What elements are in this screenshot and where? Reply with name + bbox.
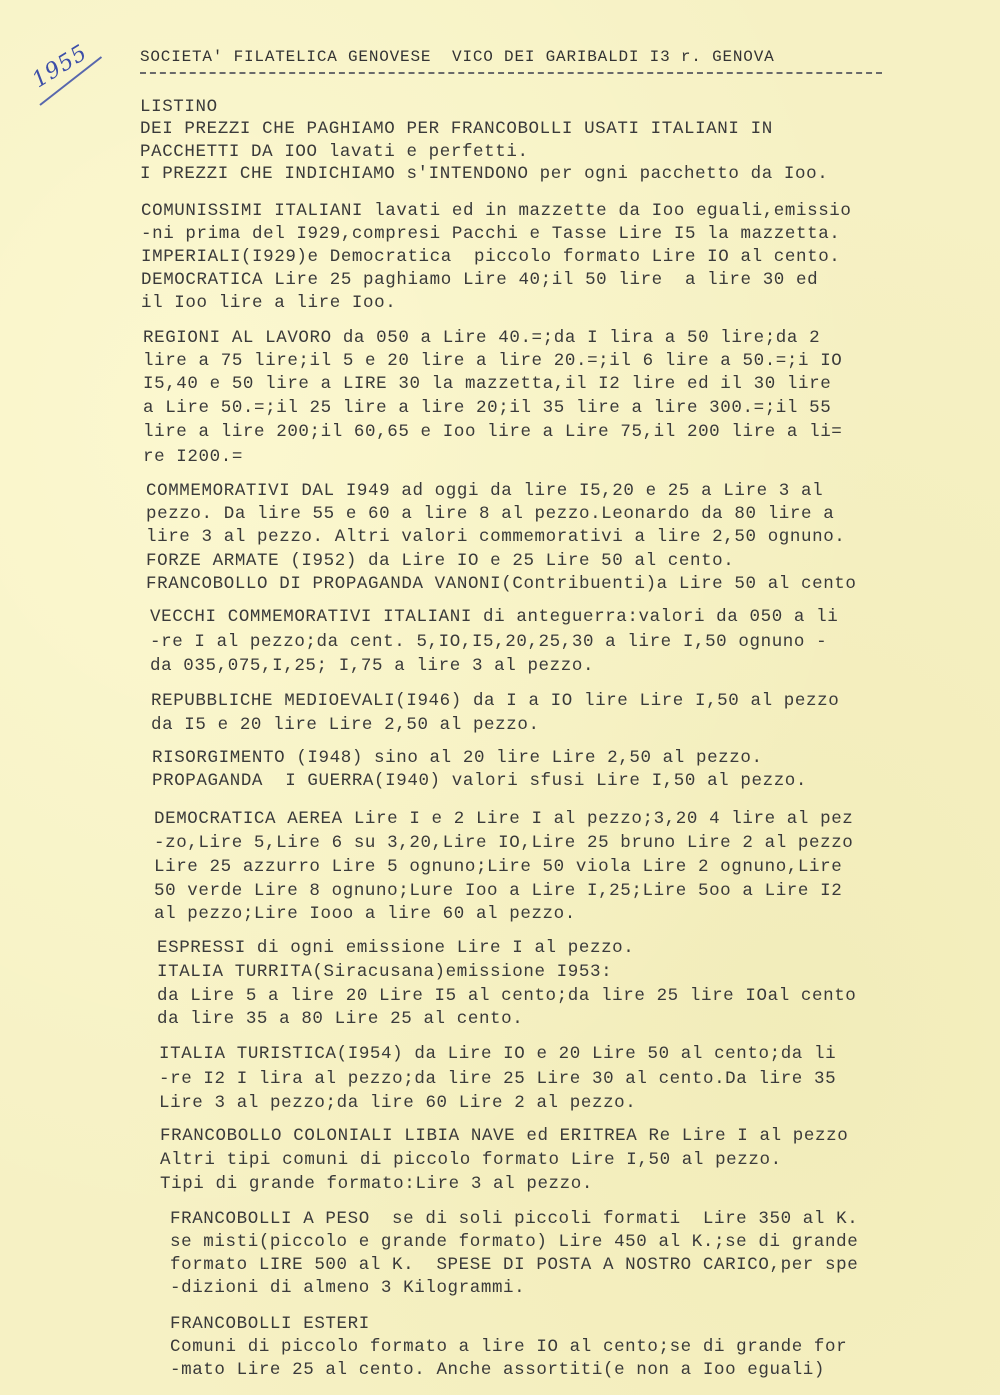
- section-line: FRANCOBOLLI ESTERI: [170, 1314, 370, 1334]
- section-line: -re I al pezzo;da cent. 5,IO,I5,20,25,30 a lire I,50 ognuno -: [150, 632, 828, 652]
- section-line: Lire 3 al pezzo;da lire 60 Lire 2 al pezzo.: [159, 1093, 637, 1113]
- section-line: lire a 75 lire;il 5 e 20 lire a lire 20.=;il 6 lire a 50.=;i IO: [143, 351, 843, 371]
- section-line: -mato Lire 25 al cento. Anche assortiti(e non a Ioo eguali): [170, 1360, 826, 1380]
- section-line: ITALIA TURISTICA(I954) da Lire IO e 20 Lire 50 al cento;da li: [159, 1044, 837, 1064]
- section-line: il Ioo lire a lire Ioo.: [141, 293, 397, 313]
- section-line: da Lire 5 a lire 20 Lire I5 al cento;da lire 25 lire IOal cento: [157, 986, 857, 1006]
- section-line: REGIONI AL LAVORO da 050 a Lire 40.=;da I lira a 50 lire;da 2: [143, 328, 821, 348]
- letterhead: SOCIETA' FILATELICA GENOVESE VICO DEI GARIBALDI I3 r. GENOVA: [140, 48, 775, 66]
- section-line: al pezzo;Lire Iooo a lire 60 al pezzo.: [154, 904, 576, 924]
- section-line: IMPERIALI(I929)e Democratica piccolo formato Lire IO al cento.: [141, 247, 841, 267]
- dashed-divider: [140, 72, 882, 74]
- section-line: ESPRESSI di ogni emissione Lire I al pezzo.: [157, 938, 635, 958]
- section-line: 50 verde Lire 8 ognuno;Lure Ioo a Lire I,25;Lire 5oo a Lire I2: [154, 881, 843, 901]
- section-line: da lire 35 a 80 Lire 25 al cento.: [157, 1009, 524, 1029]
- section-line: Lire 25 azzurro Lire 5 ognuno;Lire 50 viola Lire 2 ognuno,Lire: [154, 857, 843, 877]
- section-line: REPUBBLICHE MEDIOEVALI(I946) da I a IO lire Lire I,50 al pezzo: [151, 691, 840, 711]
- annotation-year: 1955: [28, 40, 93, 94]
- section-line: lire a lire 200;il 60,65 e Ioo lire a Lire 75,il 200 lire a li=: [143, 422, 843, 442]
- section-line: COMMEMORATIVI DAL I949 ad oggi da lire I5,20 e 25 a Lire 3 al: [146, 481, 824, 501]
- section-line: da 035,075,I,25; I,75 a lire 3 al pezzo.: [150, 656, 595, 676]
- section-line: formato LIRE 500 al K. SPESE DI POSTA A NOSTRO CARICO,per spe: [170, 1255, 859, 1275]
- section-line: PROPAGANDA I GUERRA(I940) valori sfusi Lire I,50 al pezzo.: [152, 771, 808, 791]
- section-line: DEMOCRATICA AEREA Lire I e 2 Lire I al pezzo;3,20 4 lire al pez: [154, 809, 854, 829]
- section-line: se misti(piccolo e grande formato) Lire 450 al K.;se di grande: [170, 1232, 859, 1252]
- section-line: COMUNISSIMI ITALIANI lavati ed in mazzette da Ioo eguali,emissio: [141, 201, 852, 221]
- section-line: FORZE ARMATE (I952) da Lire IO e 25 Lire 50 al cento.: [146, 551, 735, 571]
- section-line: Comuni di piccolo formato a lire IO al cento;se di grande for: [170, 1337, 848, 1357]
- intro-line: DEI PREZZI CHE PAGHIAMO PER FRANCOBOLLI USATI ITALIANI IN: [140, 119, 773, 139]
- section-line: a Lire 50.=;il 25 lire a lire 20;il 35 lire a lire 300.=;il 55: [143, 398, 832, 418]
- section-line: Tipi di grande formato:Lire 3 al pezzo.: [160, 1174, 593, 1194]
- section-line: I5,40 e 50 lire a LIRE 30 la mazzetta,il I2 lire ed il 30 lire: [143, 374, 832, 394]
- section-line: -zo,Lire 5,Lire 6 su 3,20,Lire IO,Lire 25 bruno Lire 2 al pezzo: [154, 833, 854, 853]
- section-line: lire 3 al pezzo. Altri valori commemorativi a lire 2,50 ognuno.: [146, 527, 846, 547]
- section-line: da I5 e 20 lire Lire 2,50 al pezzo.: [151, 715, 540, 735]
- section-line: FRANCOBOLLO DI PROPAGANDA VANONI(Contribuenti)a Lire 50 al cento: [146, 574, 857, 594]
- intro-line: I PREZZI CHE INDICHIAMO s'INTENDONO per ogni pacchetto da Ioo.: [140, 164, 829, 184]
- section-line: pezzo. Da lire 55 e 60 a lire 8 al pezzo.Leonardo da 80 lire a: [146, 504, 835, 524]
- section-line: RISORGIMENTO (I948) sino al 20 lire Lire 2,50 al pezzo.: [152, 748, 763, 768]
- section-line: ITALIA TURRITA(Siracusana)emissione I953:: [157, 962, 613, 982]
- section-line: -re I2 I lira al pezzo;da lire 25 Lire 30 al cento.Da lire 35: [159, 1069, 837, 1089]
- section-line: VECCHI COMMEMORATIVI ITALIANI di anteguerra:valori da 050 a li: [150, 607, 839, 627]
- section-line: -ni prima del I929,compresi Pacchi e Tasse Lire I5 la mazzetta.: [141, 224, 841, 244]
- section-line: Altri tipi comuni di piccolo formato Lire I,50 al pezzo.: [160, 1150, 782, 1170]
- section-line: -dizioni di almeno 3 Kilogrammi.: [170, 1278, 526, 1298]
- intro-line: PACCHETTI DA IOO lavati e perfetti.: [140, 142, 529, 162]
- section-line: DEMOCRATICA Lire 25 paghiamo Lire 40;il 50 lire a lire 30 ed: [141, 270, 819, 290]
- section-line: FRANCOBOLLI A PESO se di soli piccoli formati Lire 350 al K.: [170, 1209, 859, 1229]
- document-title: LISTINO: [140, 97, 218, 117]
- section-line: FRANCOBOLLO COLONIALI LIBIA NAVE ed ERITREA Re Lire I al pezzo: [160, 1126, 849, 1146]
- handwritten-annotation: [24, 40, 104, 128]
- section-line: re I200.=: [143, 447, 243, 467]
